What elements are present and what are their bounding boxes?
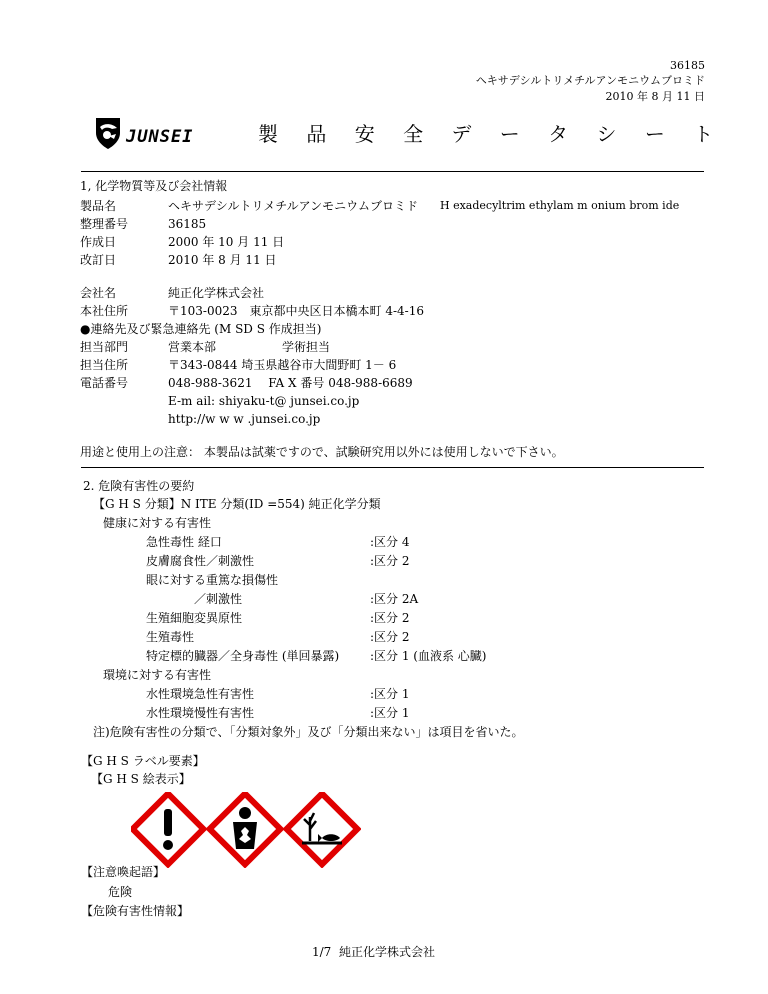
health-hazard-icon — [210, 794, 281, 865]
signal-word: 危険 — [108, 885, 133, 899]
row-value: ヘキサデシルトリメチルアンモニウムブロミド — [168, 199, 419, 213]
section1-heading: 1, 化学物質等及び会社情報 — [80, 179, 228, 193]
hazard-category: :区分 2 — [370, 611, 410, 625]
page-footer — [312, 946, 435, 958]
hazard-category: :区分 2A — [370, 592, 419, 606]
hazard-label: ／刺激性 — [146, 592, 243, 606]
website-text: http://w w w .junsei.co.jp — [168, 412, 321, 426]
row-label: 会社名 — [80, 286, 117, 300]
row-value: 純正化学株式会社 — [168, 286, 265, 300]
row-value-secondary: 学術担当 — [282, 340, 331, 354]
hazard-label: 特定標的臓器／全身毒性 (単回暴露) — [146, 649, 340, 663]
row-value: 048-988-3621 FA X 番号 048-988-6689 — [168, 376, 413, 390]
doc-number: 36185 — [670, 59, 705, 72]
ghs-pictogram-heading: 【G H S 絵表示】 — [91, 772, 191, 786]
row-label: 担当住所 — [80, 358, 129, 372]
header-date: 2010 年 8 月 11 日 — [605, 90, 705, 103]
hazard-label: 急性毒性 経口 — [146, 535, 222, 549]
row-label: 製品名 — [80, 199, 117, 213]
hazard-category: :区分 2 — [370, 554, 410, 568]
junsei-emblem-icon — [92, 115, 124, 151]
hazard-category: :区分 1 — [370, 687, 410, 701]
usage-note: 用途と使用上の注意： 本製品は試薬ですので、試験研究用以外には使用しないで下さい。 — [80, 445, 564, 459]
ghs-pictograms — [131, 792, 361, 868]
junsei-logo — [92, 115, 232, 155]
page-number: 1/7 — [312, 945, 332, 959]
contact-heading: ●連絡先及び緊急連絡先 (M SD S 作成担当) — [80, 322, 322, 336]
row-value: 〒343-0844 埼玉県越谷市大間野町 1－ 6 — [168, 358, 397, 372]
header-product-name: ヘキサデシルトリメチルアンモニウムブロミド — [475, 74, 705, 87]
row-value-english: H exadecyltrim ethylam m onium brom ide — [440, 199, 680, 212]
hazard-info-heading: 【危険有害性情報】 — [81, 904, 190, 918]
hazard-label: 水性環境慢性有害性 — [146, 706, 255, 720]
row-label: 電話番号 — [80, 376, 129, 390]
footer-company: 純正化学株式会社 — [338, 945, 435, 959]
divider — [81, 171, 704, 172]
health-hazards-heading: 健康に対する有害性 — [103, 516, 212, 530]
row-value: 営業本部 — [168, 340, 217, 354]
brand-name: JUNSEI — [126, 127, 194, 147]
ghs-label-elements-heading: 【G H S ラベル要素】 — [81, 754, 205, 768]
ghs-classification: 【G H S 分類】N ITE 分類(ID =554) 純正化学分類 — [93, 497, 381, 511]
signal-word-heading: 【注意喚起語】 — [81, 865, 166, 879]
row-label: 整理番号 — [80, 217, 129, 231]
hazard-label: 皮膚腐食性／刺激性 — [146, 554, 255, 568]
hazard-label: 生殖毒性 — [146, 630, 195, 644]
hazard-category: :区分 2 — [370, 630, 410, 644]
row-value: 〒103-0023 東京都中央区日本橋本町 4-4-16 — [168, 304, 424, 318]
hazard-category: :区分 4 — [370, 535, 410, 549]
hazard-category: :区分 1 (血液系 心臓) — [370, 649, 487, 663]
row-value: 36185 — [168, 217, 207, 231]
environmental-hazards-heading: 環境に対する有害性 — [103, 668, 212, 682]
page-title: 製 品 安 全 デ ー タ シ ー ト — [258, 122, 725, 146]
environment-icon — [287, 794, 358, 865]
row-label: 作成日 — [80, 235, 117, 249]
hazard-label: 生殖細胞変異原性 — [146, 611, 243, 625]
row-value: 2010 年 8 月 11 日 — [168, 253, 277, 267]
email-text: E-m ail: shiyaku-t@ junsei.co.jp — [168, 394, 360, 408]
exclamation-mark-icon — [133, 794, 204, 865]
hazard-category: :区分 1 — [370, 706, 410, 720]
row-label: 担当部門 — [80, 340, 129, 354]
classification-note: 注)危険有害性の分類で、「分類対象外」及び「分類出来ない」は項目を省いた。 — [93, 725, 524, 739]
row-label: 改訂日 — [80, 253, 117, 267]
row-label: 本社住所 — [80, 304, 129, 318]
row-value: 2000 年 10 月 11 日 — [168, 235, 285, 249]
hazard-label: 水性環境急性有害性 — [146, 687, 255, 701]
divider — [81, 467, 704, 468]
section2-heading: 2. 危険有害性の要約 — [83, 479, 195, 493]
hazard-label: 眼に対する重篤な損傷性 — [146, 573, 279, 587]
